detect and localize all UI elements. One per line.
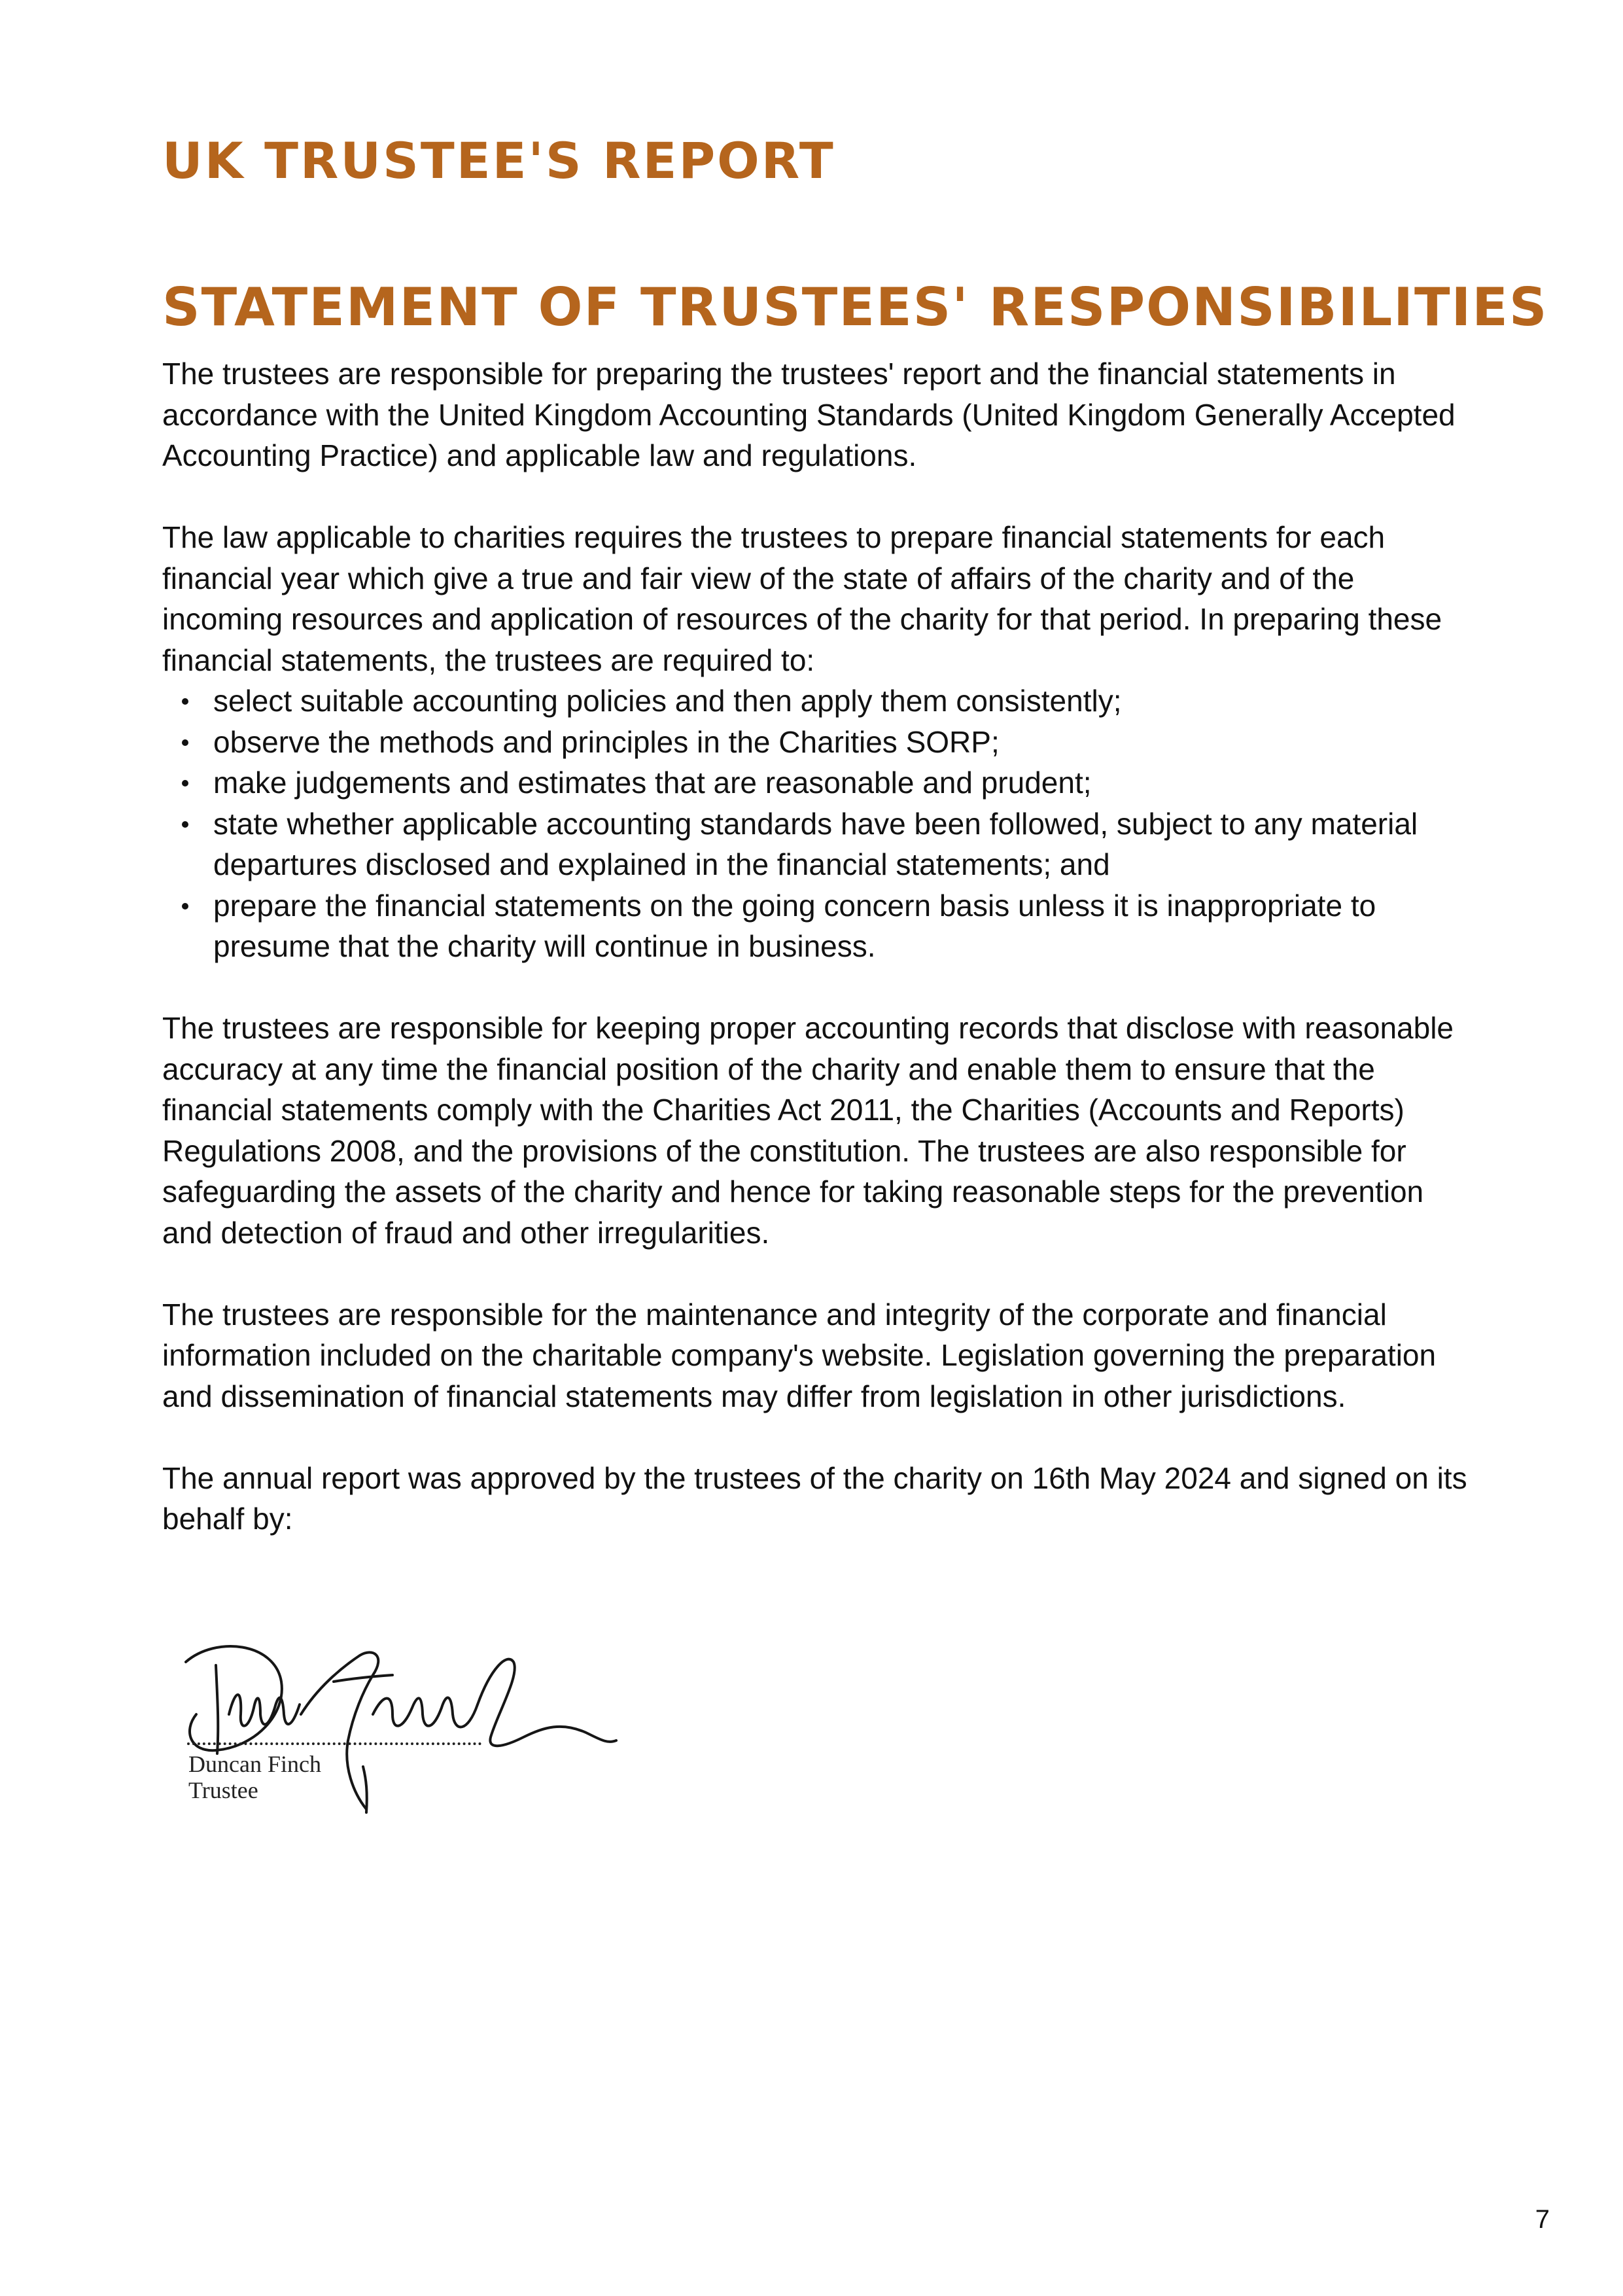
list-item xyxy=(162,804,1471,885)
bullet-icon xyxy=(182,698,188,705)
list-item-text: state whether applicable accounting standards have been followed, subject to any material departures disclosed and explained in the financial statements; and xyxy=(213,806,1418,881)
list-item xyxy=(162,680,1471,722)
paragraph-approval: The annual report was approved by the trustees of the charity on 16th May 2024 and signed on its behalf by: xyxy=(162,1460,1467,1536)
signature-block xyxy=(177,1616,700,1826)
paragraph-accounting-standards: The trustees are responsible for preparing the trustees' report and the financial statements in accordance with the United Kingdom Accounting Standards (United Kingdom Generally Accepted Accounting Practice) and applicable law and regulations. xyxy=(162,357,1456,472)
page-number: 7 xyxy=(1535,2205,1550,2234)
list-item xyxy=(162,762,1471,804)
bullet-icon xyxy=(182,903,188,910)
paragraph-accounting-records: The trustees are responsible for keeping proper accounting records that disclose with reasonable accuracy at any time the financial position of the charity and enable them to ensure that the financial statements comply with the Charities Act 2011, the Charities (Accounts and Reports) Regulations 2008, and the provisions of the constitution. The trustees are also responsible for safeguarding the assets of the charity and hence for taking reasonable steps for the prevention and detection of fraud and other irregularities. xyxy=(162,1011,1454,1250)
section-heading: STATEMENT OF TRUSTEES' RESPONSIBILITIES xyxy=(162,277,1548,338)
paragraph-law-requirements: The law applicable to charities requires the trustees to prepare financial statements for each financial year which give a true and fair view of the state of affairs of the charity and of the incoming resources and application of resources of the charity for that period. In preparing these financial statements, the trustees are required to: xyxy=(162,520,1442,677)
list-item xyxy=(162,722,1471,763)
report-title: UK TRUSTEE'S REPORT xyxy=(162,132,835,190)
list-item-text: observe the methods and principles in the Charities SORP; xyxy=(213,724,1000,759)
signatory-name: Duncan Finch xyxy=(188,1751,321,1777)
paragraph-website-information: The trustees are responsible for the maintenance and integrity of the corporate and financial information included on the charitable company's website. Legislation governing the preparation and dissemination of financial statements may differ from legislation in other jurisdictions. xyxy=(162,1297,1437,1413)
bullet-icon xyxy=(182,821,188,828)
list-item-text: select suitable accounting policies and then apply them consistently; xyxy=(213,684,1122,718)
trustee-duties-list xyxy=(162,680,1471,967)
body-text xyxy=(162,353,1471,1540)
list-item-text: make judgements and estimates that are reasonable and prudent; xyxy=(213,766,1092,800)
list-item xyxy=(162,885,1471,967)
signature-dotted-line xyxy=(187,1742,481,1745)
list-item-text: prepare the financial statements on the going concern basis unless it is inappropriate to presume that the charity will continue in business. xyxy=(213,888,1376,963)
bullet-icon xyxy=(182,780,188,786)
bullet-icon xyxy=(182,739,188,746)
signatory-title: Trustee xyxy=(188,1777,258,1803)
